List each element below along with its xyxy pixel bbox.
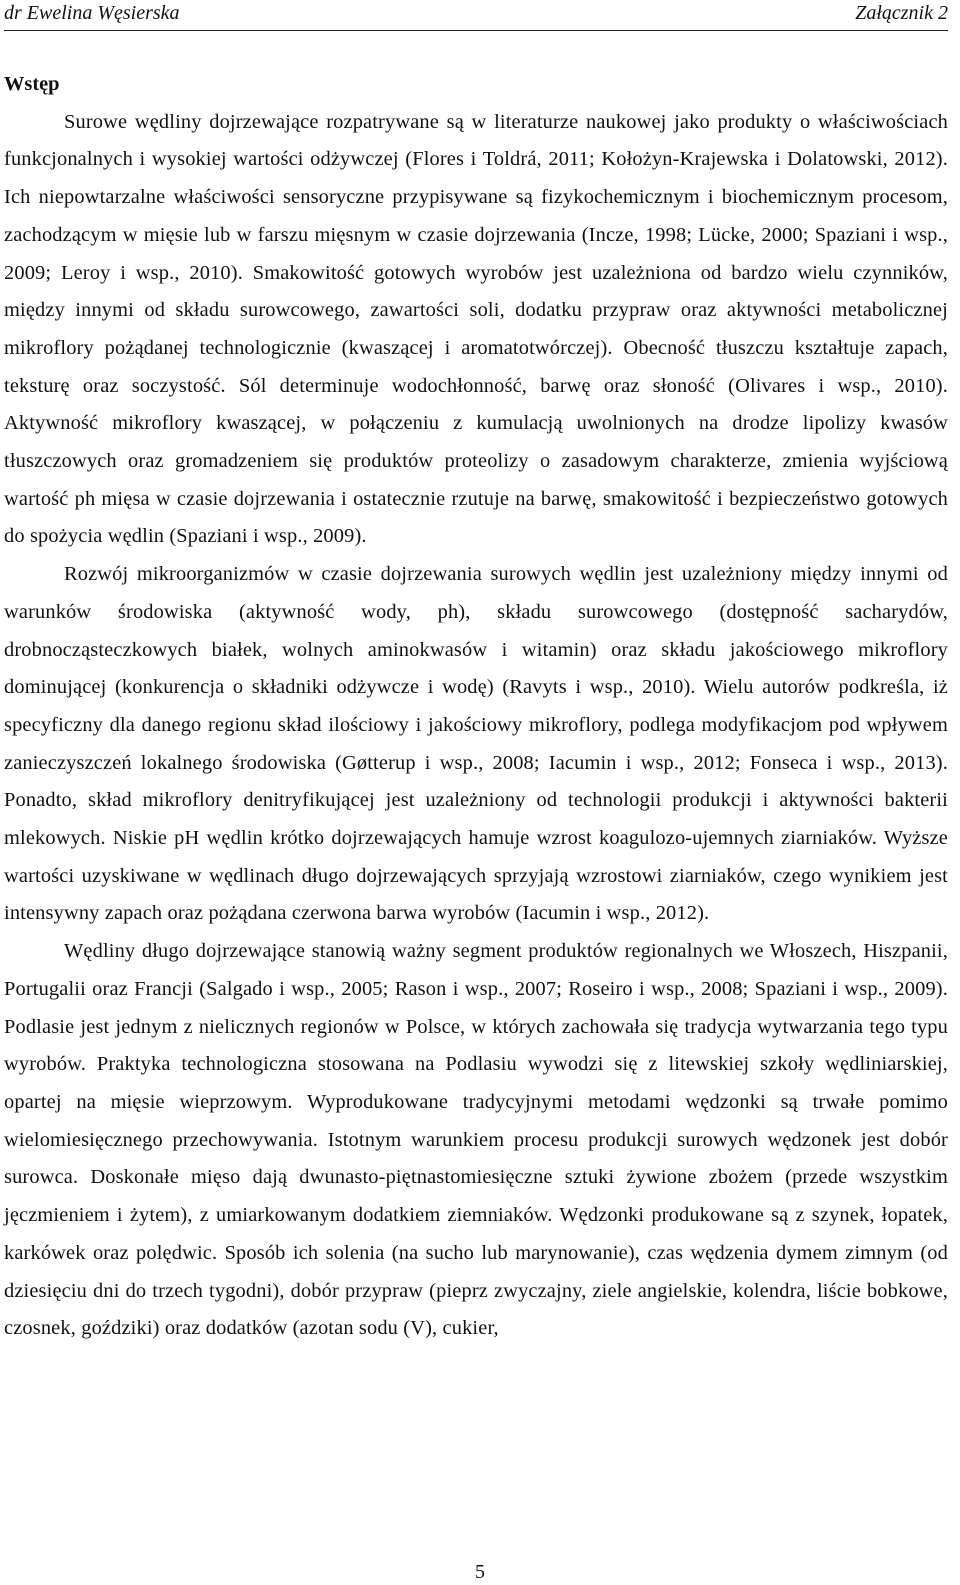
running-header — [4, 0, 948, 28]
paragraph-2: Rozwój mikroorganizmów w czasie dojrzewania surowych wędlin jest uzależniony między innymi od warunków środowiska (aktywność wody, ph), składu surowcowego (dostępność sacharydów, drobnocząsteczkowych białek, wolnych aminokwasów i witamin) oraz składu jakościowego mikroflory dominującej (konkurencja o składniki odżywcze i wodę) (Ravyts i wsp., 2010). Wielu autorów podkreśla, iż specyficzny dla danego regionu skład ilościowy i jakościowy mikroflory, podlega modyfikacjom pod wpływem zanieczyszczeń lokalnego środowiska (Gøtterup i wsp., 2008; Iacumin i wsp., 2012; Fonseca i wsp., 2013). Ponadto, skład mikroflory denitryfikującej jest uzależniony od technologii produkcji i aktywności bakterii mlekowych. Niskie pH wędlin krótko dojrzewających hamuje wzrost koagulozo-ujemnych ziarniaków. Wyższe wartości uzyskiwane w wędlinach długo dojrzewających sprzyjają wzrostowi ziarniaków, czego wynikiem jest intensywny zapach oraz pożądana czerwona barwa wyrobów (Iacumin i wsp., 2012). — [4, 563, 948, 925]
paragraph-3: Wędliny długo dojrzewające stanowią ważny segment produktów regionalnych we Włoszech, Hiszpanii, Portugalii oraz Francji (Salgado i wsp., 2005; Rason i wsp., 2007; Roseiro i wsp., 2008; Spaziani i wsp., 2009). Podlasie jest jednym z nielicznych regionów w Polsce, w których zachowała się tradycja wytwarzania tego typu wyrobów. Praktyka technologiczna stosowana na Podlasiu wywodzi się z litewskiej szkoły wędliniarskiej, opartej na mięsie wieprzowym. Wyprodukowane tradycyjnymi metodami wędzonki są trwałe pomimo wielomiesięcznego przechowywania. Istotnym warunkiem procesu produkcji surowych wędzonek jest dobór surowca. Doskonałe mięso dają dwunasto-piętnastomiesięczne sztuki żywione zbożem (przede wszystkim jęczmieniem i żytem), z umiarkowanym dodatkiem ziemniaków. Wędzonki produkowane są z szynek, łopatek, karkówek oraz polędwic. Sposób ich solenia (na sucho lub marynowanie), czas wędzenia dymem zimnym (od dziesięciu dni do trzech tygodni), dobór przypraw (pieprz zwyczajny, ziele angielskie, kolendra, liście bobkowe, czosnek, goździki) oraz dodatków (azotan sodu (V), cukier, — [4, 940, 948, 1340]
header-author: dr Ewelina Węsierska — [4, 2, 180, 24]
section-heading: Wstęp — [4, 73, 60, 95]
page-number: 5 — [475, 1561, 485, 1583]
header-appendix: Załącznik 2 — [855, 2, 948, 24]
main-content — [4, 66, 948, 1348]
paragraph-1: Surowe wędliny dojrzewające rozpatrywane są w literaturze naukowej jako produkty o właściwościach funkcjonalnych i wysokiej wartości odżywczej (Flores i Toldrá, 2011; Kołożyn-Krajewska i Dolatowski, 2012). Ich niepowtarzalne właściwości sensoryczne przypisywane są fizykochemicznym i biochemicznym procesom, zachodzącym w mięsie lub w farszu mięsnym w czasie dojrzewania (Incze, 1998; Lücke, 2000; Spaziani i wsp., 2009; Leroy i wsp., 2010). Smakowitość gotowych wyrobów jest uzależniona od bardzo wielu czynników, między innymi od składu surowcowego, zawartości soli, dodatku przypraw oraz aktywności metabolicznej mikroflory pożądanej technologicznie (kwaszącej i aromatotwórczej). Obecność tłuszczu kształtuje zapach, teksturę oraz soczystość. Sól determinuje wodochłonność, barwę oraz słoność (Olivares i wsp., 2010). Aktywność mikroflory kwaszącej, w połączeniu z kumulacją uwolnionych na drodze lipolizy kwasów tłuszczowych oraz gromadzeniem się produktów proteolizy o zasadowym charakterze, zmienia wyjściową wartość ph mięsa w czasie dojrzewania i ostatecznie rzutuje na barwę, smakowitość i bezpieczeństwo gotowych do spożycia wędlin (Spaziani i wsp., 2009). — [4, 110, 948, 548]
header-divider — [4, 30, 948, 31]
